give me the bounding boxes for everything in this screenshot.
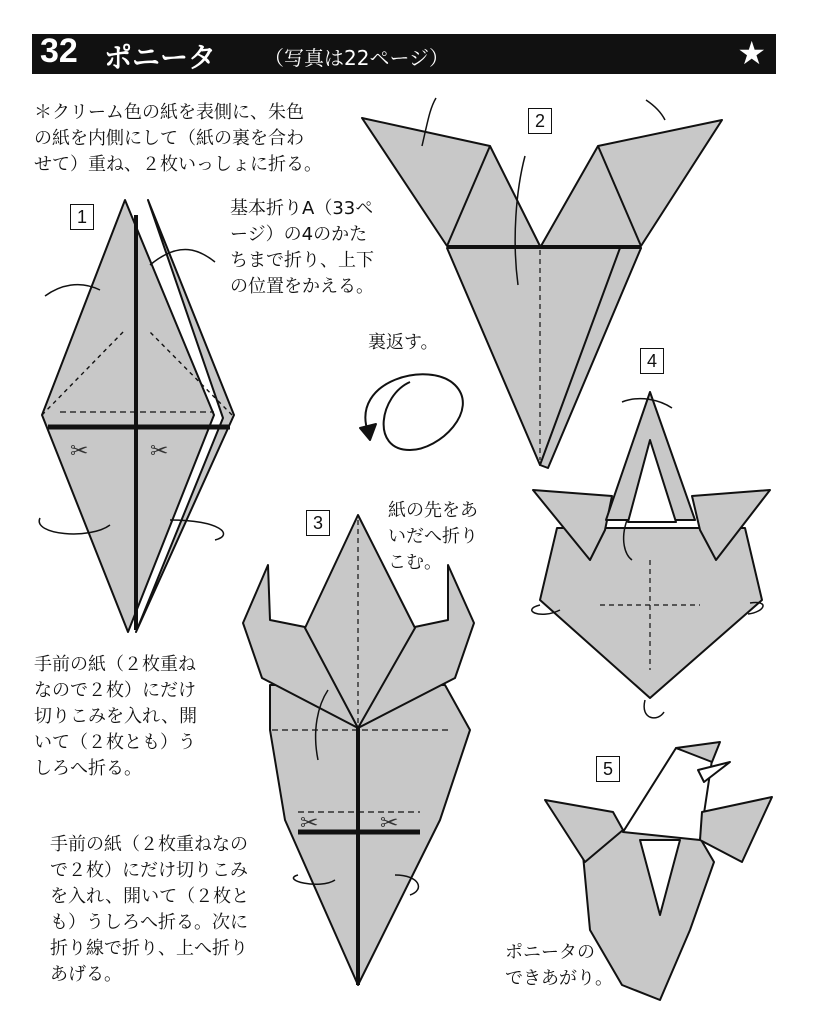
step1-caption-line: 手前の紙（２枚重ね	[34, 654, 196, 675]
step3-caption-line: あげる。	[50, 964, 122, 985]
step3-caption-line: 手前の紙（２枚重ねなの	[50, 834, 248, 855]
step3-scissors-right-icon: ✂	[380, 811, 399, 836]
intro-line: せて）重ね、２枚いっしょに折る。	[34, 154, 322, 175]
step5-caption-line: できあがり。	[505, 968, 613, 989]
step1-caption-line: しろへ折る。	[34, 758, 142, 779]
photo-reference: （写真は22ページ）	[264, 46, 450, 70]
step3-caption-line: で２枚）にだけ切りこみ	[50, 860, 248, 881]
step1-figure	[39, 200, 234, 632]
step5-number: 5	[596, 756, 620, 782]
step4-figure	[532, 392, 770, 718]
step5-right-ear	[700, 797, 772, 862]
step1-note-line: の位置をかえる。	[230, 276, 374, 297]
turn-over-label: 裏返す。	[368, 332, 439, 353]
step3-note-line: いだへ折り	[388, 526, 478, 547]
step3-caption-line: 折り線で折り、上へ折り	[50, 938, 248, 959]
star-icon: ★	[737, 34, 766, 72]
step1-scissors-left-icon: ✂	[70, 439, 89, 464]
step3-scissors-left-icon: ✂	[300, 811, 319, 836]
step1-number: 1	[70, 204, 94, 230]
step3-caption-line: も）うしろへ折る。次に	[50, 912, 248, 933]
turn-over-arrow-icon	[360, 374, 463, 450]
step1-left-half	[42, 200, 214, 632]
intro-line: の紙を内側にして（紙の裏を合わ	[34, 128, 304, 149]
step1-note-line: ージ）の4のかた	[230, 224, 368, 245]
step2-number: 2	[528, 108, 552, 134]
step5-caption-line: ポニータの	[505, 942, 595, 963]
step1-scissors-right-icon: ✂	[150, 439, 169, 464]
model-number: 32	[40, 32, 78, 70]
step4-body	[540, 528, 762, 698]
step1-note-line: 基本折りA（33ペ	[230, 198, 374, 219]
step3-note-line: こむ。	[388, 552, 442, 573]
step5-figure	[545, 742, 772, 1000]
step5-neck	[623, 748, 712, 840]
step3-figure	[243, 515, 474, 985]
step3-note-line: 紙の先をあ	[388, 500, 478, 521]
step1-note-line: ちまで折り、上下	[230, 250, 374, 271]
step2-figure	[362, 98, 722, 468]
step1-caption-line: なので２枚）にだけ	[34, 680, 196, 701]
step3-number: 3	[306, 510, 330, 536]
step1-caption-line: 切りこみを入れ、開	[34, 706, 198, 727]
step1-caption-line: いて（２枚とも）う	[34, 732, 196, 753]
step2-right-flap	[541, 120, 722, 246]
model-title: ポニータ	[104, 41, 217, 74]
step2-left-flap	[362, 118, 540, 246]
step3-caption-line: を入れ、開いて（２枚と	[50, 886, 250, 907]
intro-line: ＊クリーム色の紙を表側に、朱色	[34, 102, 304, 123]
step4-number: 4	[640, 348, 664, 374]
